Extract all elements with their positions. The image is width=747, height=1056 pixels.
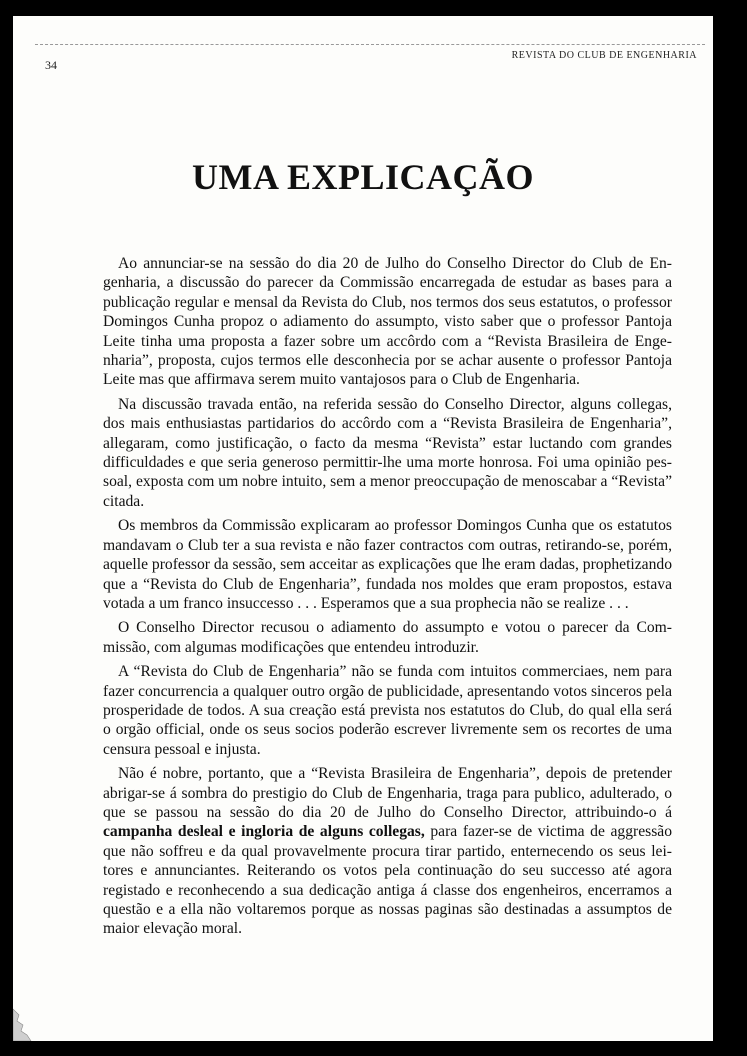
- paragraph-6-end: para fazer-se de victima de aggressão que não soffreu e da qual provavelmente procura tirar partido, enternecendo os seus leitores e annunciantes. Reiterando os votos pela continuação do seu successo até agora registado e reconhecendo a sua dedicação antiga á classe dos engenheiros, encerramos a questão e a ella não voltaremos porque as nossas paginas são destinadas a assumptos de maior elevação moral.: [103, 823, 672, 938]
- paragraph-3: Os membros da Commissão explicaram ao professor Domingos Cunha que os estatutos mandavam o Club ter a sua revista e não fazer contractos com outras, retirando-se, porém, aquelle professor da sessão, sem acceitar as explicações que lhe eram dadas, prophetizando que a “Revista do Club de Engenharia”, fundada nos moldes que eram propostos, estava votada a um franco insuccesso . . . Esperamos que a sua prophecia não se realize . . .: [103, 517, 672, 612]
- page-number: 34: [45, 58, 57, 72]
- paragraph-1: Ao annunciar-se na sessão do dia 20 de Julho do Conselho Director do Club de Engenharia, a discussão do parecer da Commissão encarregada de estudar as bases para a publicação regular e mensal da Revista do Club, nos termos dos seus estatutos, o professor Domingos Cunha propoz o adiamento do assumpto, visto saber que o professor Pantoja Leite tinha uma proposta a fazer sobre um accôrdo com a “Revista Brasileira de Engenharia”, proposta, cujos termos elle desconhecia por se achar ausente o professor Pantoja Leite mas que affirmava serem muito vantajosos para o Club de Engenharia.: [103, 255, 672, 389]
- paragraph-6-start: Não é nobre, portanto, que a “Revista Brasileira de Engenharia”, depois de pretender abrigar-se á sombra do prestigio do Club de Engenharia, traga para publico, adulterado, o que se passou na sessão do dia 20 de Julho do Conselho Director, attribuindo-o á: [103, 765, 672, 821]
- paragraph-5: A “Revista do Club de Engenharia” não se funda com intuitos commerciaes, nem para fazer concurrencia a qualquer outro orgão de publicidade, apresentando votos sinceros pela prosperidade de todos. A sua creação está prevista nos estatutos do Club, do qual ella será o orgão official, onde os seus socios poderão escrever livremente sem os recortes de uma censura pessoal e injusta.: [103, 663, 672, 758]
- paragraph-6: [103, 764, 672, 939]
- running-head: REVISTA DO CLUB DE ENGENHARIA: [511, 50, 697, 61]
- torn-margin-scrap: [13, 1001, 35, 1041]
- paragraph-4: O Conselho Director recusou o adiamento do assumpto e votou o parecer da Commissão, com algumas modificações que entendeu introduzir.: [103, 619, 672, 656]
- page-sheet: [13, 16, 713, 1041]
- article-body: [103, 254, 672, 944]
- paragraph-2: Na discussão travada então, na referida sessão do Conselho Director, alguns collegas, dos mais enthusiastas partidarios do accôrdo com a “Revista Brasileira de Engenharia”, allegaram, como justificação, o facto da mesma “Revista” estar luctando com grandes difficuldades e que seria generoso permittir-lhe uma morte honrosa. Foi uma opinião pessoal, exposta com um nobre intuito, sem a menor preoccupação de menoscabar a “Revista” citada.: [103, 395, 672, 510]
- header-rule: [35, 44, 705, 45]
- paragraph-6-emphasis: campanha desleal e ingloria de alguns collegas,: [103, 823, 425, 841]
- article-title: UMA EXPLICAÇÃO: [191, 157, 534, 197]
